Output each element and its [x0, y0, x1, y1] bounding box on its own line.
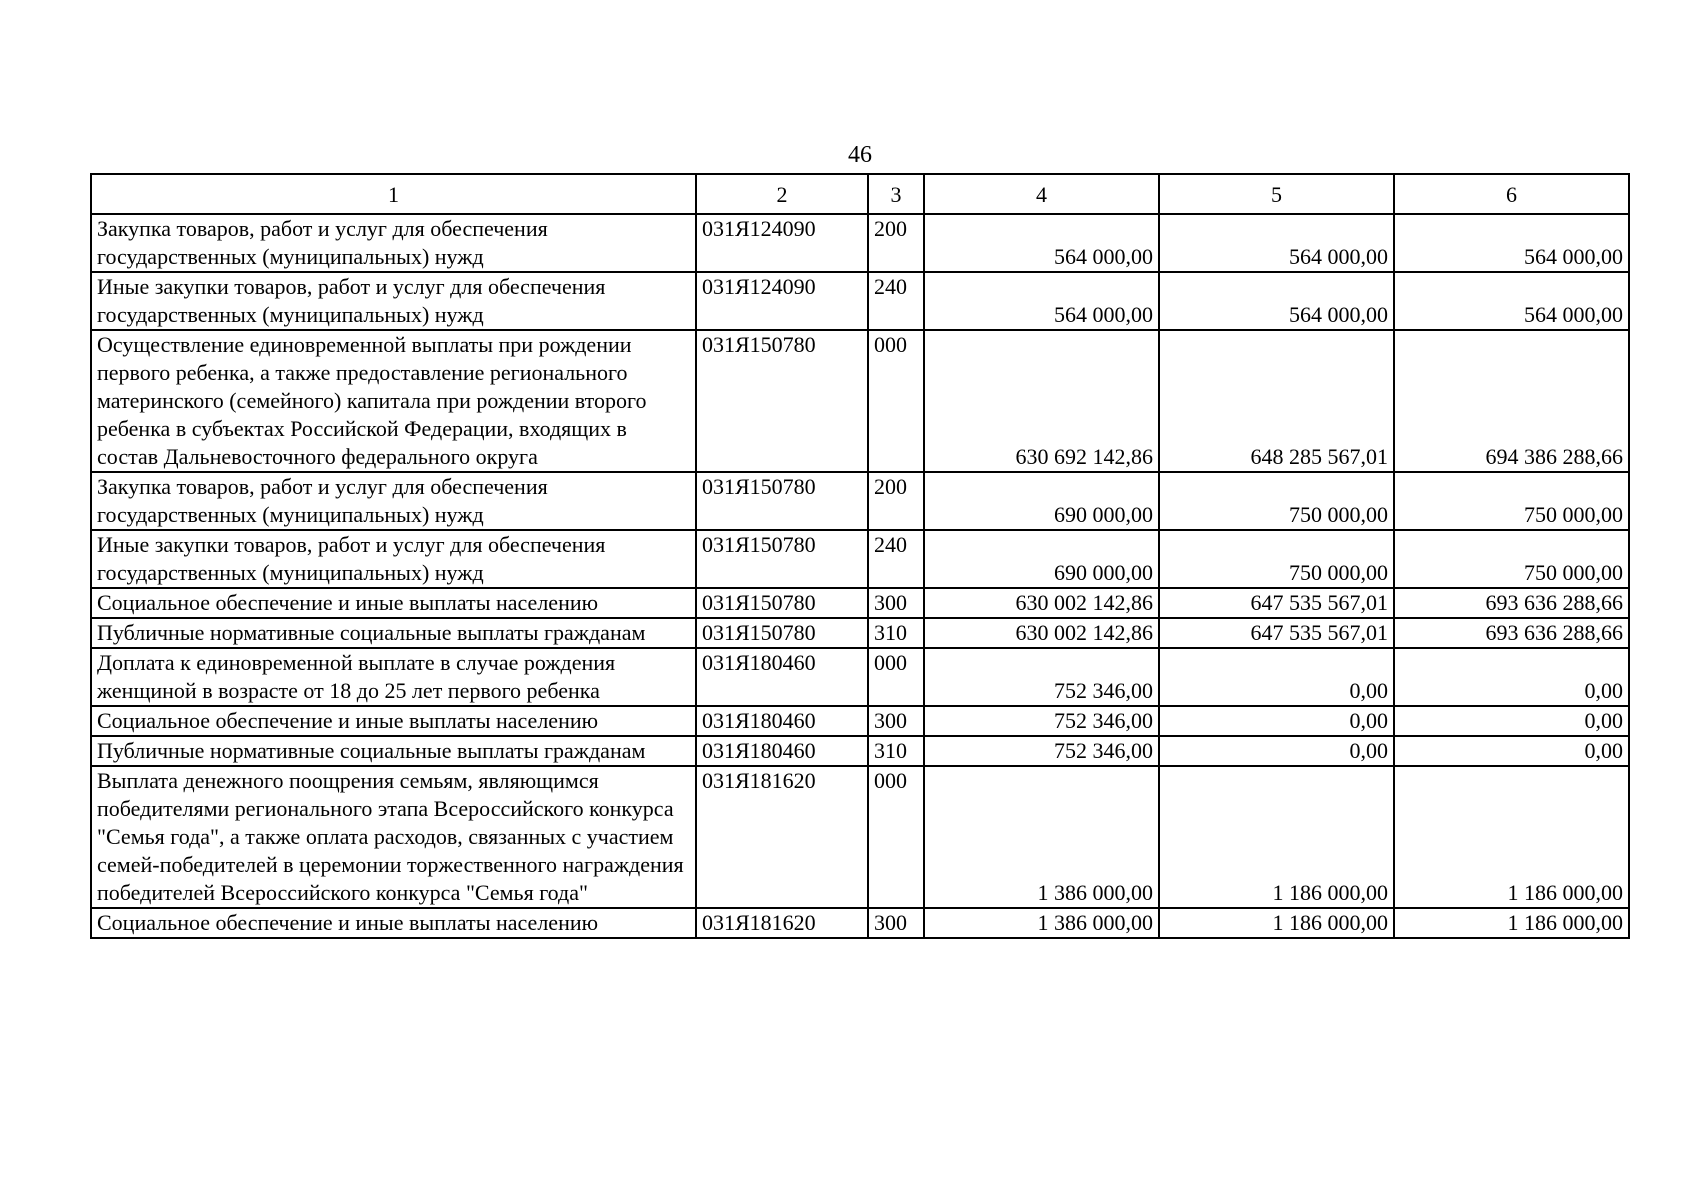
table-row: [91, 908, 1629, 938]
table-row: [91, 272, 1629, 330]
row-expense-type: 300: [868, 908, 924, 938]
row-amount-col5: 750 000,00: [1159, 472, 1394, 530]
table-row: [91, 530, 1629, 588]
table-row: [91, 648, 1629, 706]
row-amount-col4: 752 346,00: [924, 648, 1159, 706]
row-expense-type: 310: [868, 736, 924, 766]
table-header-row: [91, 174, 1629, 214]
row-amount-col6: 1 186 000,00: [1394, 908, 1629, 938]
table-row: [91, 588, 1629, 618]
table-row: [91, 706, 1629, 736]
row-amount-col4: 752 346,00: [924, 736, 1159, 766]
table-row: [91, 736, 1629, 766]
row-expense-type: 000: [868, 330, 924, 472]
row-name: Публичные нормативные социальные выплаты гражданам: [91, 736, 696, 766]
row-amount-col5: 564 000,00: [1159, 272, 1394, 330]
row-amount-col4: 630 002 142,86: [924, 618, 1159, 648]
row-name: Закупка товаров, работ и услуг для обеспечения государственных (муниципальных) нужд: [91, 214, 696, 272]
row-target-code: 031Я150780: [696, 618, 868, 648]
row-target-code: 031Я181620: [696, 766, 868, 908]
row-amount-col4: 1 386 000,00: [924, 908, 1159, 938]
row-amount-col5: 647 535 567,01: [1159, 588, 1394, 618]
row-target-code: 031Я124090: [696, 272, 868, 330]
row-amount-col5: 648 285 567,01: [1159, 330, 1394, 472]
table-row: [91, 330, 1629, 472]
column-header: 3: [868, 174, 924, 214]
row-name: Социальное обеспечение и иные выплаты населению: [91, 908, 696, 938]
row-amount-col4: 752 346,00: [924, 706, 1159, 736]
page-number: 46: [848, 142, 872, 168]
row-amount-col5: 750 000,00: [1159, 530, 1394, 588]
table-row: [91, 766, 1629, 908]
row-target-code: 031Я180460: [696, 648, 868, 706]
column-header: 2: [696, 174, 868, 214]
row-amount-col4: 690 000,00: [924, 472, 1159, 530]
table-row: [91, 214, 1629, 272]
row-name: Публичные нормативные социальные выплаты гражданам: [91, 618, 696, 648]
row-amount-col4: 564 000,00: [924, 272, 1159, 330]
column-header: 4: [924, 174, 1159, 214]
row-amount-col6: 693 636 288,66: [1394, 618, 1629, 648]
row-name: Иные закупки товаров, работ и услуг для обеспечения государственных (муниципальных) нужд: [91, 272, 696, 330]
table-row: [91, 618, 1629, 648]
row-name: Социальное обеспечение и иные выплаты населению: [91, 588, 696, 618]
row-target-code: 031Я124090: [696, 214, 868, 272]
row-expense-type: 000: [868, 766, 924, 908]
row-amount-col6: 0,00: [1394, 648, 1629, 706]
row-amount-col6: 750 000,00: [1394, 530, 1629, 588]
column-header: 5: [1159, 174, 1394, 214]
row-target-code: 031Я180460: [696, 706, 868, 736]
row-amount-col5: 647 535 567,01: [1159, 618, 1394, 648]
row-expense-type: 310: [868, 618, 924, 648]
row-amount-col6: 693 636 288,66: [1394, 588, 1629, 618]
row-name: Закупка товаров, работ и услуг для обеспечения государственных (муниципальных) нужд: [91, 472, 696, 530]
row-amount-col4: 564 000,00: [924, 214, 1159, 272]
row-amount-col5: 564 000,00: [1159, 214, 1394, 272]
row-amount-col6: 564 000,00: [1394, 272, 1629, 330]
row-expense-type: 300: [868, 588, 924, 618]
row-name: Доплата к единовременной выплате в случае рождения женщиной в возрасте от 18 до 25 лет первого ребенка: [91, 648, 696, 706]
row-name: Иные закупки товаров, работ и услуг для обеспечения государственных (муниципальных) нужд: [91, 530, 696, 588]
row-amount-col4: 630 692 142,86: [924, 330, 1159, 472]
row-target-code: 031Я150780: [696, 472, 868, 530]
row-amount-col6: 1 186 000,00: [1394, 766, 1629, 908]
column-header: 6: [1394, 174, 1629, 214]
row-amount-col4: 690 000,00: [924, 530, 1159, 588]
table-row: [91, 472, 1629, 530]
row-amount-col4: 630 002 142,86: [924, 588, 1159, 618]
budget-table: [90, 173, 1630, 939]
row-target-code: 031Я181620: [696, 908, 868, 938]
row-expense-type: 240: [868, 530, 924, 588]
row-amount-col6: 0,00: [1394, 736, 1629, 766]
row-target-code: 031Я180460: [696, 736, 868, 766]
row-amount-col6: 0,00: [1394, 706, 1629, 736]
row-target-code: 031Я150780: [696, 330, 868, 472]
column-header: 1: [91, 174, 696, 214]
row-expense-type: 200: [868, 214, 924, 272]
row-amount-col6: 564 000,00: [1394, 214, 1629, 272]
row-amount-col5: 0,00: [1159, 648, 1394, 706]
row-expense-type: 200: [868, 472, 924, 530]
row-expense-type: 000: [868, 648, 924, 706]
row-amount-col6: 694 386 288,66: [1394, 330, 1629, 472]
row-amount-col5: 1 186 000,00: [1159, 908, 1394, 938]
row-amount-col5: 0,00: [1159, 706, 1394, 736]
row-amount-col6: 750 000,00: [1394, 472, 1629, 530]
row-target-code: 031Я150780: [696, 588, 868, 618]
row-amount-col5: 0,00: [1159, 736, 1394, 766]
row-name: Социальное обеспечение и иные выплаты населению: [91, 706, 696, 736]
row-target-code: 031Я150780: [696, 530, 868, 588]
row-expense-type: 240: [868, 272, 924, 330]
row-name: Выплата денежного поощрения семьям, являющимся победителями регионального этапа Всероссийского конкурса "Семья года", а также оплата расходов, связанных с участием семей-победителей в церемонии торжественного награждения победителей Всероссийского конкурса "Семья года": [91, 766, 696, 908]
row-name: Осуществление единовременной выплаты при рождении первого ребенка, а также предоставление регионального материнского (семейного) капитала при рождении второго ребенка в субъектах Российской Федерации, входящих в состав Дальневосточного федерального округа: [91, 330, 696, 472]
row-amount-col5: 1 186 000,00: [1159, 766, 1394, 908]
row-expense-type: 300: [868, 706, 924, 736]
row-amount-col4: 1 386 000,00: [924, 766, 1159, 908]
